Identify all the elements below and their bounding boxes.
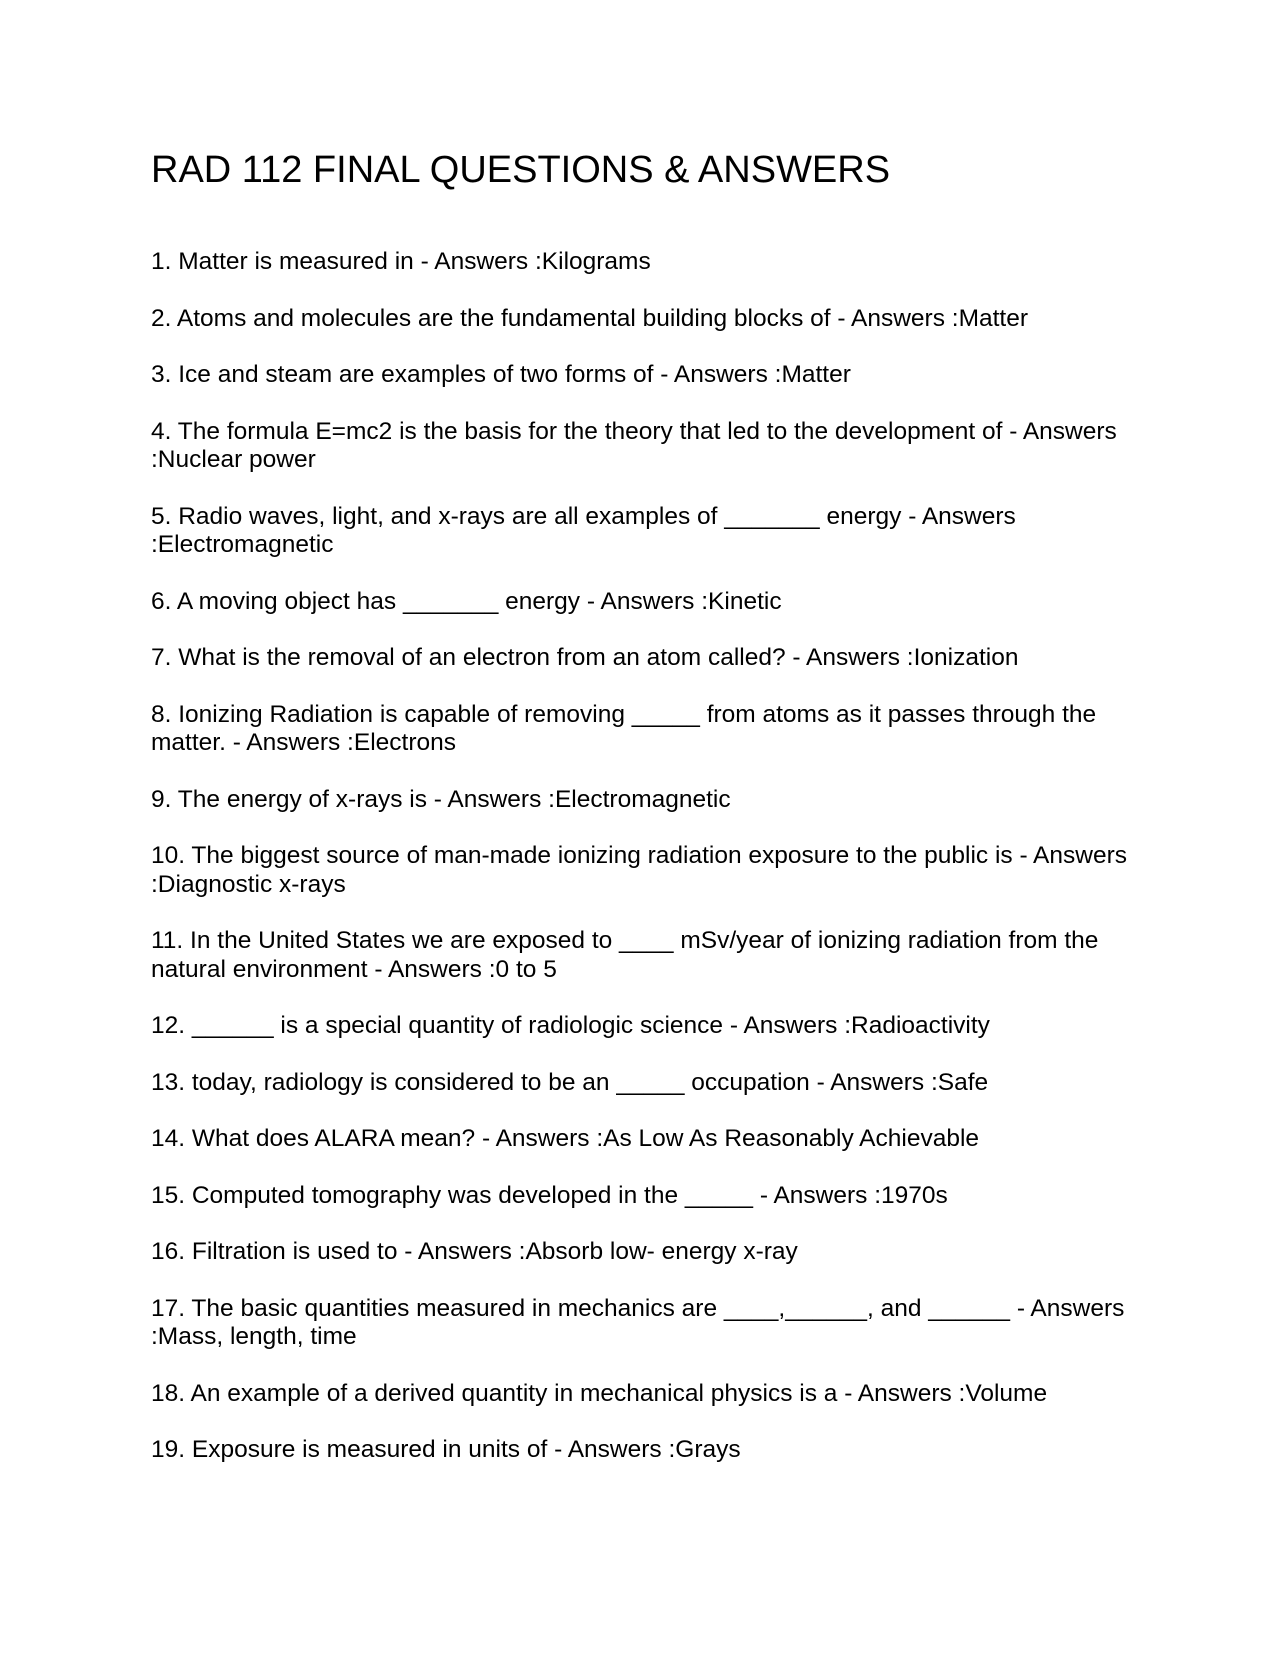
qa-item-12: 12. ______ is a special quantity of radiologic science - Answers :Radioactivity bbox=[151, 1012, 990, 1039]
qa-item-14: 14. What does ALARA mean? - Answers :As Low As Reasonably Achievable bbox=[151, 1125, 980, 1152]
qa-item-11: 11. In the United States we are exposed to ____ mSv/year of ionizing radiation from the natural environment - Answers :0 to 5 bbox=[151, 927, 1099, 983]
qa-item-4: 4. The formula E=mc2 is the basis for the theory that led to the development of - Answers :Nuclear power bbox=[151, 417, 1117, 473]
qa-item-19: 19. Exposure is measured in units of - Answers :Grays bbox=[151, 1436, 741, 1463]
qa-item-1: 1. Matter is measured in - Answers :Kilograms bbox=[151, 248, 651, 275]
qa-item-7: 7. What is the removal of an electron from an atom called? - Answers :Ionization bbox=[151, 644, 1019, 671]
qa-item-2: 2. Atoms and molecules are the fundamental building blocks of - Answers :Matter bbox=[151, 304, 1029, 332]
qa-item-15: 15. Computed tomography was developed in the _____ - Answers :1970s bbox=[151, 1181, 948, 1209]
document-title: RAD 112 FINAL QUESTIONS & ANSWERS bbox=[151, 149, 891, 191]
qa-item-16: 16. Filtration is used to - Answers :Absorb low- energy x-ray bbox=[151, 1238, 798, 1265]
qa-item-13: 13. today, radiology is considered to be an _____ occupation - Answers :Safe bbox=[151, 1068, 989, 1096]
qa-item-3: 3. Ice and steam are examples of two forms of - Answers :Matter bbox=[151, 361, 851, 388]
qa-item-6: 6. A moving object has _______ energy - Answers :Kinetic bbox=[151, 587, 782, 615]
qa-item-18: 18. An example of a derived quantity in mechanical physics is a - Answers :Volume bbox=[151, 1379, 1048, 1407]
qa-list bbox=[151, 248, 1141, 1493]
qa-item-17: 17. The basic quantities measured in mechanics are ____,______, and ______ - Answers :Mass, length, time bbox=[151, 1294, 1125, 1350]
qa-item-10: 10. The biggest source of man-made ionizing radiation exposure to the public is - Answers :Diagnostic x-rays bbox=[151, 842, 1128, 898]
qa-item-5: 5. Radio waves, light, and x-rays are all examples of _______ energy - Answers :Electromagnetic bbox=[151, 502, 1016, 558]
qa-item-8: 8. Ionizing Radiation is capable of removing _____ from atoms as it passes through the matter. - Answers :Electrons bbox=[151, 700, 1097, 756]
qa-item-9: 9. The energy of x-rays is - Answers :Electromagnetic bbox=[151, 785, 731, 813]
